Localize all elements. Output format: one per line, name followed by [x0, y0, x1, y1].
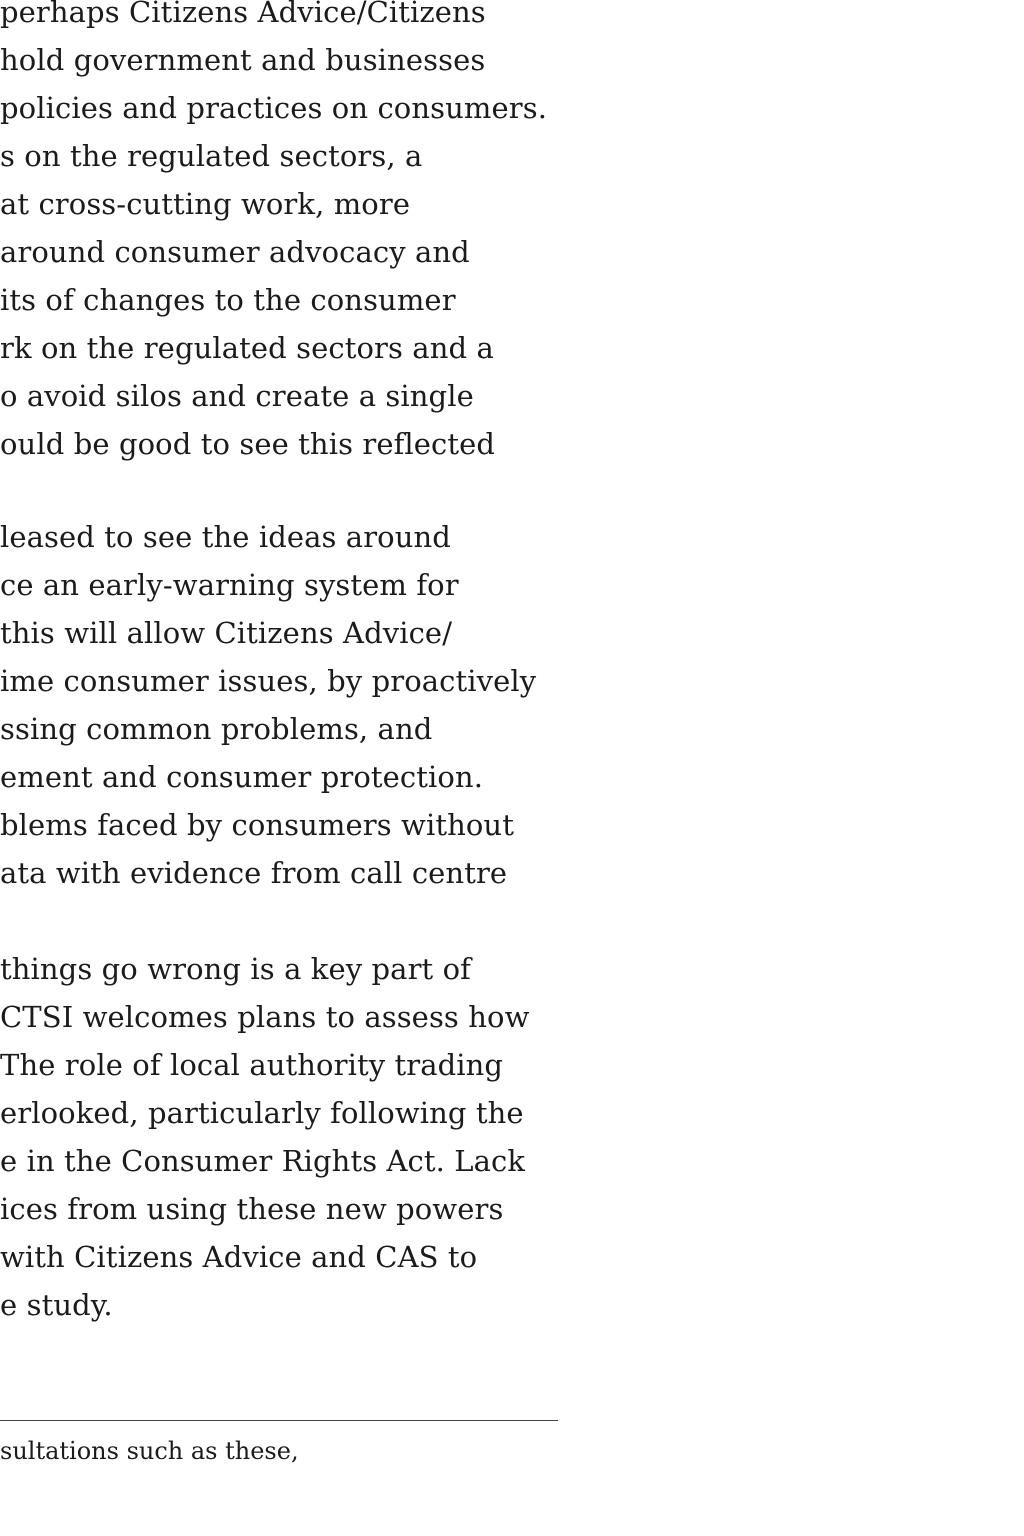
paragraph-early-warning-system: [0, 513, 536, 897]
paragraph-consumer-advocacy: [0, 0, 547, 468]
text-line: ssing common problems, and: [0, 712, 433, 746]
footnote-divider: [0, 1420, 558, 1421]
text-line: leased to see the ideas around: [0, 520, 451, 554]
text-line: blems faced by consumers without: [0, 808, 514, 842]
text-line: at cross-cutting work, more: [0, 187, 411, 221]
text-line: with Citizens Advice and CAS to: [0, 1240, 478, 1274]
text-line: ement and consumer protection.: [0, 760, 484, 794]
text-line: e study.: [0, 1288, 113, 1322]
text-line: The role of local authority trading: [0, 1048, 504, 1082]
text-line: hold government and businesses: [0, 43, 486, 77]
text-line: s on the regulated sectors, a: [0, 139, 423, 173]
text-line: this will allow Citizens Advice/: [0, 616, 453, 650]
text-line: ce an early-warning system for: [0, 568, 459, 602]
text-line: its of changes to the consumer: [0, 283, 456, 317]
text-line: ices from using these new powers: [0, 1192, 504, 1226]
text-line: policies and practices on consumers.: [0, 91, 548, 125]
text-line: around consumer advocacy and: [0, 235, 470, 269]
text-line: ould be good to see this reflected: [0, 427, 496, 461]
text-line: CTSI welcomes plans to assess how: [0, 1000, 530, 1034]
text-line: ata with evidence from call centre: [0, 856, 508, 890]
text-line: rk on the regulated sectors and a: [0, 331, 494, 365]
text-line: things go wrong is a key part of: [0, 952, 471, 986]
text-line: e in the Consumer Rights Act. Lack: [0, 1144, 526, 1178]
text-line: ime consumer issues, by proactively: [0, 664, 537, 698]
text-line: o avoid silos and create a single: [0, 379, 474, 413]
text-line: erlooked, particularly following the: [0, 1096, 524, 1130]
paragraph-trading-standards: [0, 945, 530, 1329]
text-line: perhaps Citizens Advice/Citizens: [0, 0, 486, 29]
footnote-text: sultations such as these,: [0, 1437, 299, 1465]
